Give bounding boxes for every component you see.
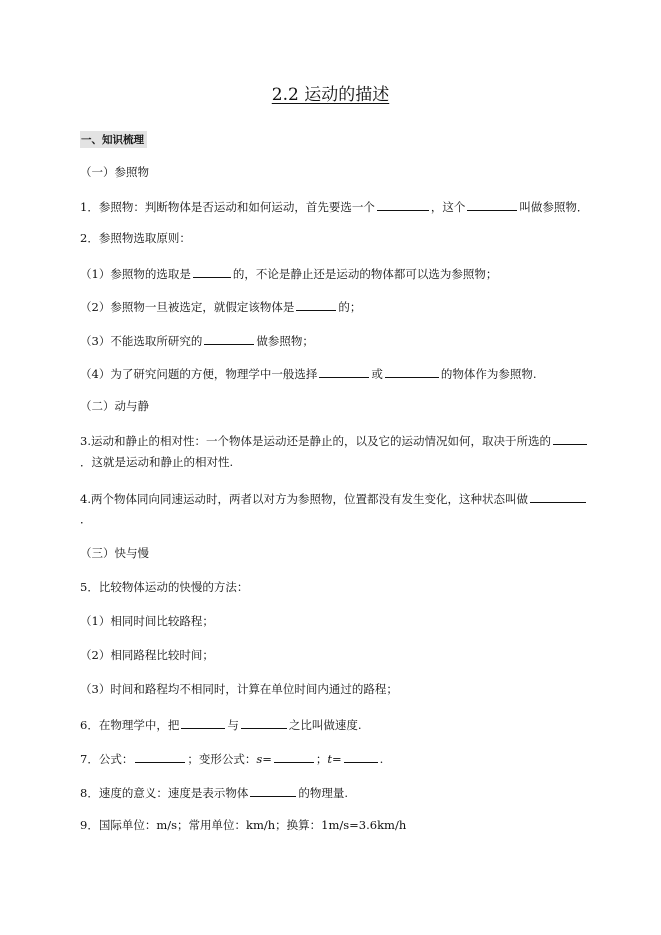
item-2-1: [80, 265, 497, 281]
item-2-2: [80, 298, 361, 314]
subheading-reference-object: （一）参照物: [80, 165, 149, 179]
blank-7c[interactable]: [344, 750, 378, 763]
subheading-motion-rest: （二）动与静: [80, 399, 149, 413]
item-2-4-text-c: 的物体作为参照物.: [440, 367, 537, 381]
item-2: 2．参照物选取原则：: [80, 231, 191, 245]
item-2-2-text-b: 的；: [338, 300, 362, 314]
item-8-text-a: 8．速度的意义：速度是表示物体: [80, 786, 249, 800]
item-2-4-text-a: （4）为了研究问题的方便，物理学中一般选择: [80, 367, 318, 381]
item-5-3: （3）时间和路程均不相同时，计算在单位时间内通过的路程；: [80, 682, 398, 696]
blank-4[interactable]: [530, 490, 586, 503]
item-2-1-text-b: 的，不论是静止还是运动的物体都可以选为参照物；: [232, 267, 498, 281]
item-4-cont: ．: [80, 512, 92, 526]
blank-1b[interactable]: [467, 198, 517, 211]
blank-3[interactable]: [553, 432, 587, 445]
page-title: 2.2 运动的描述: [271, 85, 390, 105]
item-1-text-a: 1．参照物：判断物体是否运动和如何运动，首先要选一个: [80, 200, 375, 214]
blank-2-3[interactable]: [204, 332, 254, 345]
item-3-text-a: 3.运动和静止的相对性：一个物体是运动还是静止的，以及它的运动情况如何，取决于所选的: [80, 434, 551, 448]
blank-2-2[interactable]: [296, 298, 336, 311]
item-5: 5．比较物体运动的快慢的方法：: [80, 580, 249, 594]
item-2-4-text-b: 或: [371, 367, 383, 381]
item-2-3-text-a: （3）不能选取所研究的: [80, 334, 203, 348]
item-6: [80, 716, 361, 732]
item-2-4: [80, 365, 536, 381]
blank-8[interactable]: [250, 784, 296, 797]
blank-2-4a[interactable]: [319, 365, 369, 378]
item-7: [80, 750, 383, 766]
equals-sign-1: =: [262, 752, 272, 766]
item-7-text-c: ；: [315, 752, 328, 766]
blank-2-4b[interactable]: [385, 365, 439, 378]
item-2-3: [80, 332, 314, 348]
item-9: 9．国际单位：m/s；常用单位：km/h；换算：1m/s=3.6km/h: [80, 818, 407, 832]
item-3: [80, 432, 589, 448]
item-2-1-text-a: （1）参照物的选取是: [80, 267, 191, 281]
blank-7b[interactable]: [274, 750, 314, 763]
item-1-text-b: ，这个: [430, 200, 466, 214]
item-4: [80, 490, 588, 506]
item-7-text-a: 7．公式：: [80, 752, 134, 766]
item-2-2-text-a: （2）参照物一旦被选定，就假定该物体是: [80, 300, 295, 314]
blank-6b[interactable]: [241, 716, 287, 729]
symbol-s: s: [256, 752, 263, 766]
item-5-1: （1）相同时间比较路程；: [80, 614, 214, 628]
item-8-text-b: 的物理量.: [298, 786, 348, 800]
item-6-text-c: 之比叫做速度.: [288, 718, 362, 732]
item-1-text-c: 叫做参照物．: [519, 200, 589, 214]
item-7-text-d: .: [379, 752, 384, 766]
equals-sign-2: =: [332, 752, 342, 766]
blank-1a[interactable]: [377, 198, 429, 211]
symbol-t: t: [327, 752, 332, 766]
subheading-fast-slow: （三）快与慢: [80, 546, 149, 560]
item-2-3-text-b: 做参照物；: [256, 334, 314, 348]
blank-6a[interactable]: [181, 716, 225, 729]
blank-7a[interactable]: [135, 750, 185, 763]
item-5-2: （2）相同路程比较时间；: [80, 648, 214, 662]
item-3-cont: ．这就是运动和静止的相对性.: [80, 455, 234, 469]
blank-2-1[interactable]: [193, 265, 231, 278]
item-6-text-b: 与: [227, 718, 239, 732]
section-heading: 一、知识梳理: [80, 131, 147, 148]
item-1: [80, 198, 588, 214]
item-8: [80, 784, 348, 800]
item-4-text-a: 4.两个物体同向同速运动时，两者以对方为参照物，位置都没有发生变化，这种状态叫做: [80, 492, 528, 506]
item-7-text-b: ；变形公式：: [187, 752, 257, 766]
item-6-text-a: 6．在物理学中，把: [80, 718, 180, 732]
